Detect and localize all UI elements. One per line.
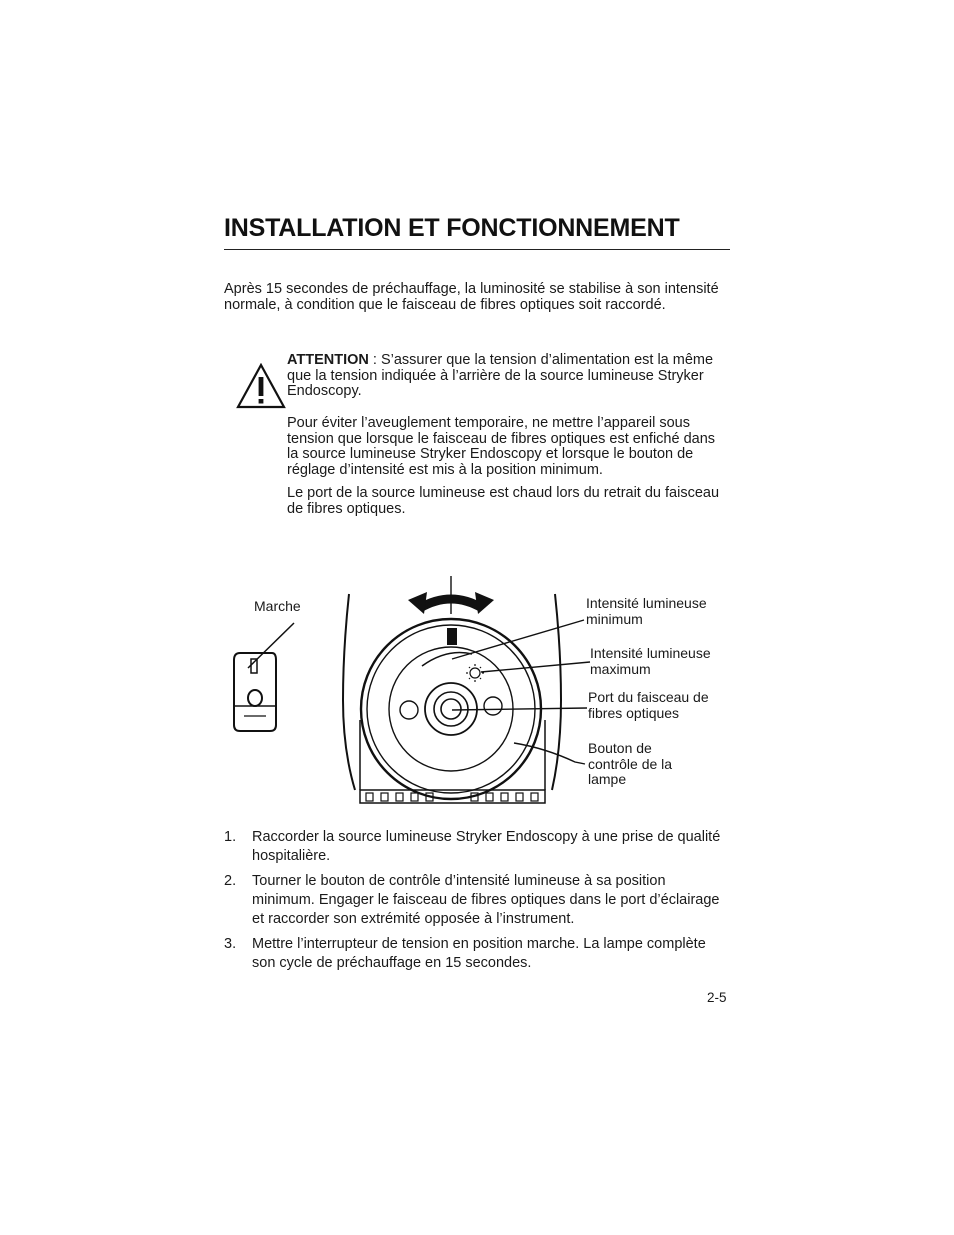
list-item — [224, 828, 724, 866]
warning-paragraph-2: Pour éviter l’aveuglement temporaire, ne mettre l’appareil sous tension que lorsque le faisceau de fibres optiques est enfiché dans la source lumineuse Stryker Endoscopy et lorsque le bouton de réglage d’intensité est mis à la position minimum. — [287, 415, 716, 478]
label-min-intensity: Intensité lumineuse minimum — [586, 595, 707, 627]
step-text: Mettre l’interrupteur de tension en position marche. La lampe complète son cycle de préchauffage en 15 secondes. — [252, 936, 706, 971]
label-lamp-knob: Bouton de contrôle de la lampe — [588, 740, 673, 787]
step-number: 1. — [224, 829, 237, 845]
min-intensity-marker — [447, 628, 457, 645]
list-item — [224, 935, 724, 973]
page-number: 2-5 — [707, 990, 727, 1005]
warning-paragraph-1 — [287, 353, 727, 400]
title-rule — [224, 249, 730, 250]
warning-text-1: : S’assurer que la tension d’alimentation est la même que la tension indiquée à l’arrière de la source lumineuse Stryker Endoscopy. — [287, 352, 714, 400]
warning-triangle-icon — [236, 363, 286, 409]
label-fiber-port: Port du faisceau de fibres optiques — [588, 689, 709, 721]
steps-list — [224, 828, 724, 979]
leader-port — [452, 708, 587, 710]
step-text: Raccorder la source lumineuse Stryker Endoscopy à une prise de qualité hospitalière. — [252, 829, 721, 864]
step-number: 2. — [224, 873, 237, 889]
leader-marche — [248, 623, 294, 668]
power-switch-illustration — [234, 653, 276, 731]
label-max-intensity: Intensité lumineuse maximum — [590, 645, 711, 677]
step-number: 3. — [224, 936, 237, 952]
list-item — [224, 872, 724, 929]
label-marche: Marche — [254, 598, 301, 614]
warning-paragraph-3: Le port de la source lumineuse est chaud lors du retrait du faisceau de fibres optiques. — [287, 485, 720, 517]
max-intensity-sun-icon — [466, 664, 484, 682]
warning-label: ATTENTION — [287, 352, 369, 368]
step-text: Tourner le bouton de contrôle d’intensité lumineuse à sa position minimum. Engager le faisceau de fibres optiques dans le port d’éclairage et raccorder son extrémité opposée à l’instrument. — [252, 873, 720, 927]
page-title: INSTALLATION ET FONCTIONNEMENT — [224, 214, 680, 242]
intro-paragraph: Après 15 secondes de préchauffage, la luminosité se stabilise à son intensité normale, à condition que le faisceau de fibres optiques soit raccordé. — [224, 281, 719, 313]
leader-min — [452, 620, 584, 659]
